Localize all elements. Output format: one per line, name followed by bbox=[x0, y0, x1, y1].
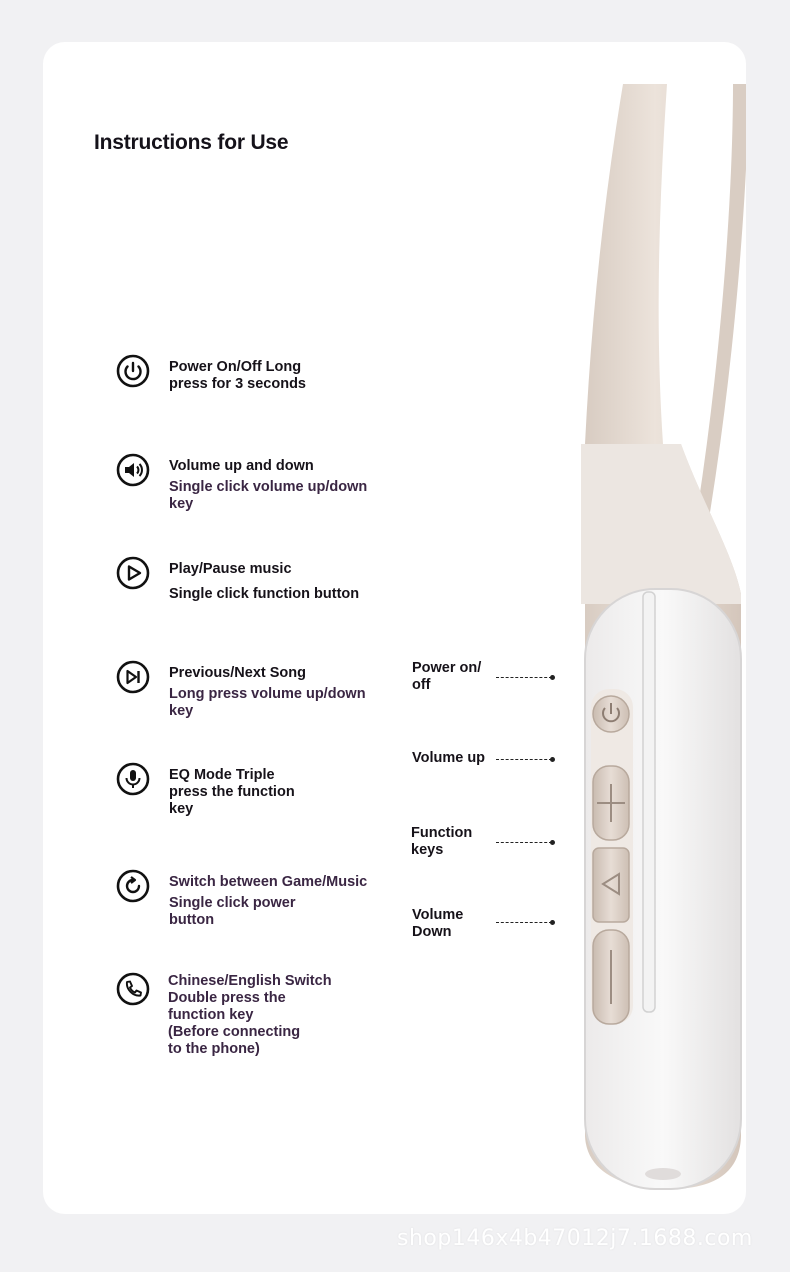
leader-line-volume-down bbox=[496, 922, 552, 923]
refresh-icon bbox=[116, 869, 150, 903]
feature-game-title: Switch between Game/Music bbox=[169, 874, 368, 890]
play-icon bbox=[116, 556, 150, 590]
feature-play-title: Play/Pause music bbox=[169, 561, 292, 577]
feature-next-desc: Long press volume up/down key bbox=[169, 686, 366, 719]
feature-power-title: Power On/Off Long press for 3 seconds bbox=[169, 359, 306, 392]
feature-volume-title: Volume up and down bbox=[169, 458, 314, 474]
callout-power: Power on/ off bbox=[412, 660, 482, 693]
microphone-icon bbox=[116, 762, 150, 796]
next-track-icon bbox=[116, 660, 150, 694]
phone-icon bbox=[116, 972, 150, 1006]
leader-line-volume-up bbox=[496, 759, 552, 760]
power-icon bbox=[116, 354, 150, 388]
leader-line-power bbox=[496, 677, 552, 678]
feature-game-desc: Single click power button bbox=[169, 895, 296, 928]
callout-volume-up: Volume up bbox=[412, 750, 486, 766]
watermark: shop146x4b47012j7.1688.com bbox=[397, 1226, 753, 1251]
callout-volume-down: Volume Down bbox=[412, 907, 464, 940]
volume-icon bbox=[116, 453, 150, 487]
neckband-device-illustration bbox=[563, 84, 746, 1194]
feature-language-title: Chinese/English Switch Double press the function key (Before connecting to the phone) bbox=[168, 973, 332, 1057]
leader-line-function bbox=[496, 842, 552, 843]
instructions-card bbox=[43, 42, 746, 1214]
feature-volume-desc: Single click volume up/down key bbox=[169, 479, 368, 512]
page-title: Instructions for Use bbox=[94, 131, 289, 154]
feature-eq-title: EQ Mode Triple press the function key bbox=[169, 767, 295, 817]
feature-next-title: Previous/Next Song bbox=[169, 665, 306, 681]
callout-function: Function keys bbox=[411, 825, 473, 858]
feature-play-desc: Single click function button bbox=[169, 586, 360, 602]
